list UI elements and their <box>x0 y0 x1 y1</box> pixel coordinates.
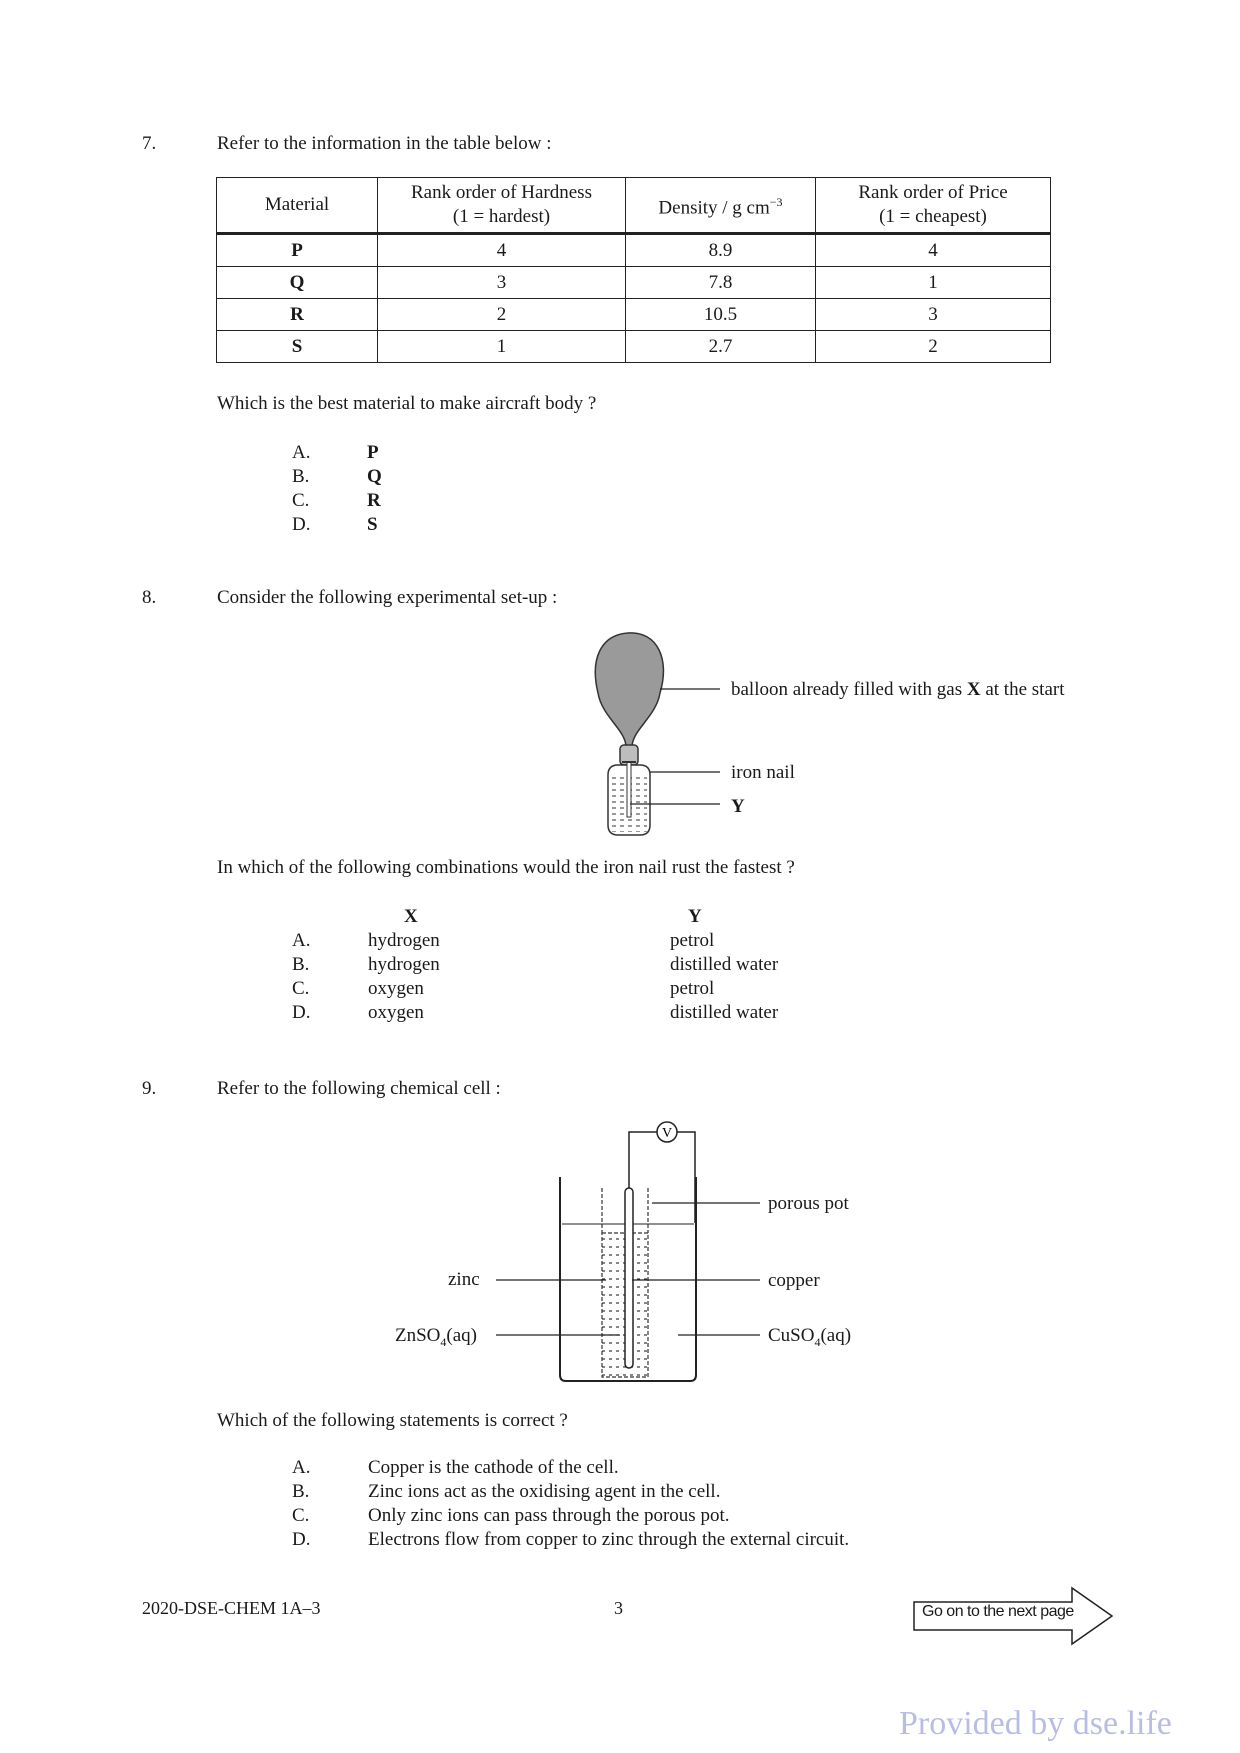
question-9-number: 9. <box>142 1078 157 1099</box>
question-8-stem: Consider the following experimental set-up : <box>217 587 558 608</box>
option-y-value: distilled water <box>670 954 779 975</box>
cell-material: S <box>217 331 378 363</box>
option-value: Q <box>367 466 382 487</box>
table-row <box>217 267 1051 299</box>
question-7-prompt: Which is the best material to make aircraft body ? <box>217 393 597 414</box>
header-price <box>816 178 1051 234</box>
option-letter: D. <box>292 1002 311 1023</box>
header-price-line2: (1 = cheapest) <box>879 206 987 227</box>
table-header-row <box>217 178 1051 234</box>
cell-price: 4 <box>816 234 1051 267</box>
paper-code: 2020-DSE-CHEM 1A–3 <box>142 1598 321 1618</box>
header-material: Material <box>217 178 378 234</box>
cell-material: P <box>217 234 378 267</box>
header-density-exponent: −3 <box>769 194 783 209</box>
option-y-value: petrol <box>670 930 715 951</box>
header-hardness-line1: Rank order of Hardness <box>411 182 592 203</box>
cuso4-state: (aq) <box>820 1325 852 1346</box>
option-value: Zinc ions act as the oxidising agent in the cell. <box>368 1481 721 1502</box>
next-page-indicator <box>912 1586 1117 1646</box>
option-letter: A. <box>292 442 311 463</box>
zinc-leaders <box>496 1270 636 1350</box>
question-7-stem: Refer to the information in the table below : <box>217 133 552 154</box>
option-letter: D. <box>292 1529 311 1550</box>
option-value: R <box>367 490 381 511</box>
option-x-value: hydrogen <box>368 954 440 975</box>
porous-pot-label: porous pot <box>768 1193 849 1214</box>
zinc-label: zinc <box>448 1269 480 1290</box>
header-density <box>626 178 816 234</box>
balloon-setup-diagram <box>580 625 720 840</box>
option-y-value: distilled water <box>670 1002 779 1023</box>
znso4-label <box>395 1325 477 1350</box>
cuso4-label <box>768 1325 851 1350</box>
option-letter: B. <box>292 1481 310 1502</box>
iron-nail <box>627 762 631 817</box>
question-9-stem: Refer to the following chemical cell : <box>217 1078 501 1099</box>
watermark: Provided by dse.life <box>899 1705 1172 1742</box>
balloon-shape <box>595 633 663 747</box>
cell-hardness: 4 <box>378 234 626 267</box>
option-letter: B. <box>292 954 310 975</box>
znso4-state: (aq) <box>446 1325 477 1346</box>
header-density-text: Density / g cm <box>658 197 770 219</box>
option-letter: C. <box>292 490 310 511</box>
question-7-number: 7. <box>142 133 157 154</box>
option-value: Only zinc ions can pass through the porous pot. <box>368 1505 730 1526</box>
table-row <box>217 331 1051 363</box>
option-letter: C. <box>292 978 310 999</box>
copper-label: copper <box>768 1270 820 1291</box>
cell-price: 2 <box>816 331 1051 363</box>
voltmeter-symbol: V <box>661 1126 673 1141</box>
column-y-header: Y <box>688 906 702 927</box>
option-x-value: oxygen <box>368 978 424 999</box>
option-letter: D. <box>292 514 311 535</box>
iron-nail-label: iron nail <box>731 762 795 783</box>
option-x-value: hydrogen <box>368 930 440 951</box>
option-value: Electrons flow from copper to zinc through the external circuit. <box>368 1529 850 1550</box>
header-price-line1: Rank order of Price <box>858 182 1008 203</box>
option-letter: B. <box>292 466 310 487</box>
znso4-formula: ZnSO <box>395 1325 441 1346</box>
balloon-label-x: X <box>966 679 981 700</box>
option-x-value: oxygen <box>368 1002 424 1023</box>
question-8-prompt: In which of the following combinations would the iron nail rust the fastest ? <box>217 857 795 878</box>
znso4-subscript: 4 <box>440 1334 447 1349</box>
option-y-value: petrol <box>670 978 715 999</box>
cell-price: 3 <box>816 299 1051 331</box>
cell-density: 7.8 <box>626 267 816 299</box>
cell-hardness: 3 <box>378 267 626 299</box>
liquid-y-label: Y <box>731 796 745 817</box>
cell-hardness: 2 <box>378 299 626 331</box>
question-8-number: 8. <box>142 587 157 608</box>
cell-hardness: 1 <box>378 331 626 363</box>
option-letter: A. <box>292 1457 311 1478</box>
option-value: P <box>367 442 379 463</box>
materials-table <box>216 177 1051 363</box>
next-page-label: Go on to the next page <box>922 1603 1074 1620</box>
column-x-header: X <box>404 906 418 927</box>
cell-material: R <box>217 299 378 331</box>
option-value: Copper is the cathode of the cell. <box>368 1457 619 1478</box>
header-hardness-line2: (1 = hardest) <box>452 206 551 227</box>
option-letter: C. <box>292 1505 310 1526</box>
cell-density: 10.5 <box>626 299 816 331</box>
cell-material: Q <box>217 267 378 299</box>
balloon-label-text: balloon already filled with gas <box>731 679 967 700</box>
balloon-label-tail: at the start <box>980 679 1065 700</box>
cuso4-subscript: 4 <box>814 1334 821 1349</box>
table-row <box>217 234 1051 267</box>
page-number: 3 <box>614 1598 623 1618</box>
question-9-prompt: Which of the following statements is correct ? <box>217 1410 568 1431</box>
cell-density: 8.9 <box>626 234 816 267</box>
header-hardness <box>378 178 626 234</box>
option-letter: A. <box>292 930 311 951</box>
balloon-label <box>731 679 1064 701</box>
cell-price: 1 <box>816 267 1051 299</box>
table-row <box>217 299 1051 331</box>
option-value: S <box>367 514 378 535</box>
cell-density: 2.7 <box>626 331 816 363</box>
cuso4-formula: CuSO <box>768 1325 815 1346</box>
